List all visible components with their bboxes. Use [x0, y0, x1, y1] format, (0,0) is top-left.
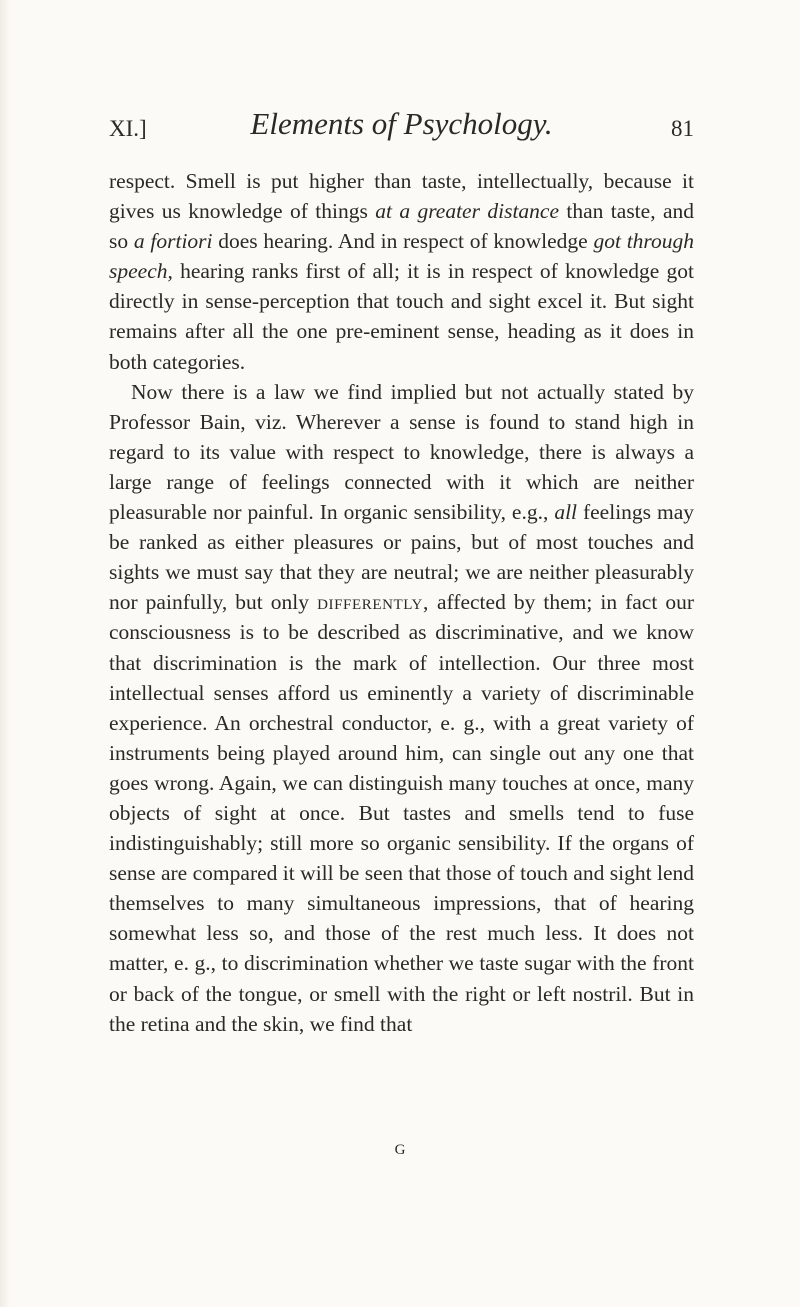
running-header — [109, 104, 694, 148]
italic-phrase: at a greater distance — [375, 199, 560, 224]
italic-phrase: got through speech, — [109, 229, 694, 284]
running-title: Elements of Psychology. — [250, 106, 553, 141]
signature-mark: G — [394, 1142, 406, 1158]
text-run: does hearing. And in respect of knowledge — [212, 229, 594, 254]
page-number: 81 — [671, 116, 694, 141]
text-run: hearing ranks first of all; it is in respect of knowledge got directly in sense-perception that touch and sight excel it. But sight remains after all the one pre-eminent sense, heading as it does in both categories. — [109, 259, 694, 374]
body-text — [109, 166, 694, 1039]
italic-phrase: a fortiori — [133, 229, 213, 254]
text-run: Now there is a law we find implied but not actually stated by Professor Bain, viz. Wherever a sense is found to stand high in regard to its value with respect to knowledge, there is always a large range of feelings connected with it which are neither pleasurable nor painful. In organic sensibility, e.g., — [109, 379, 694, 525]
text-run: than taste, and so — [109, 199, 694, 254]
text-run: affected by them; in fact our consciousness is to be described as discriminative, and we know that discrimination is the mark of intellection. Our three most intellectual senses afford us eminently a variety of discriminable experience. An orchestral conductor, e. g., with a great variety of instruments being played around him, can single out any one that goes wrong. Again, we can distinguish many touches at once, many objects of sight at once. But tastes and smells tend to fuse indistinguishably; still more so organic sensibility. If the organs of sense are compared it will be seen that those of touch and sight lend themselves to many simultaneous impressions, that of hearing somewhat less so, and those of the rest much less. It does not matter, e. g., to discrimination whether we taste sugar with the front or back of the tongue, or smell with the right or left nostril. But in the retina and the skin, we find that — [109, 590, 694, 1036]
text-run: respect. Smell is put higher than taste, intellectually, because it gives us knowledge of things — [109, 169, 694, 224]
small-caps-phrase: differently, — [317, 590, 429, 615]
page-gutter-shadow — [0, 0, 10, 1307]
paragraph-1 — [109, 166, 694, 377]
paragraph-2 — [109, 377, 694, 1039]
text-run: feelings may be ranked as either pleasures or pains, but of most touches and sights we must say that they are neutral; we are neither pleasurably nor painfully, but only — [109, 500, 695, 615]
italic-phrase: all — [554, 500, 578, 525]
chapter-number: XI.] — [109, 116, 147, 141]
